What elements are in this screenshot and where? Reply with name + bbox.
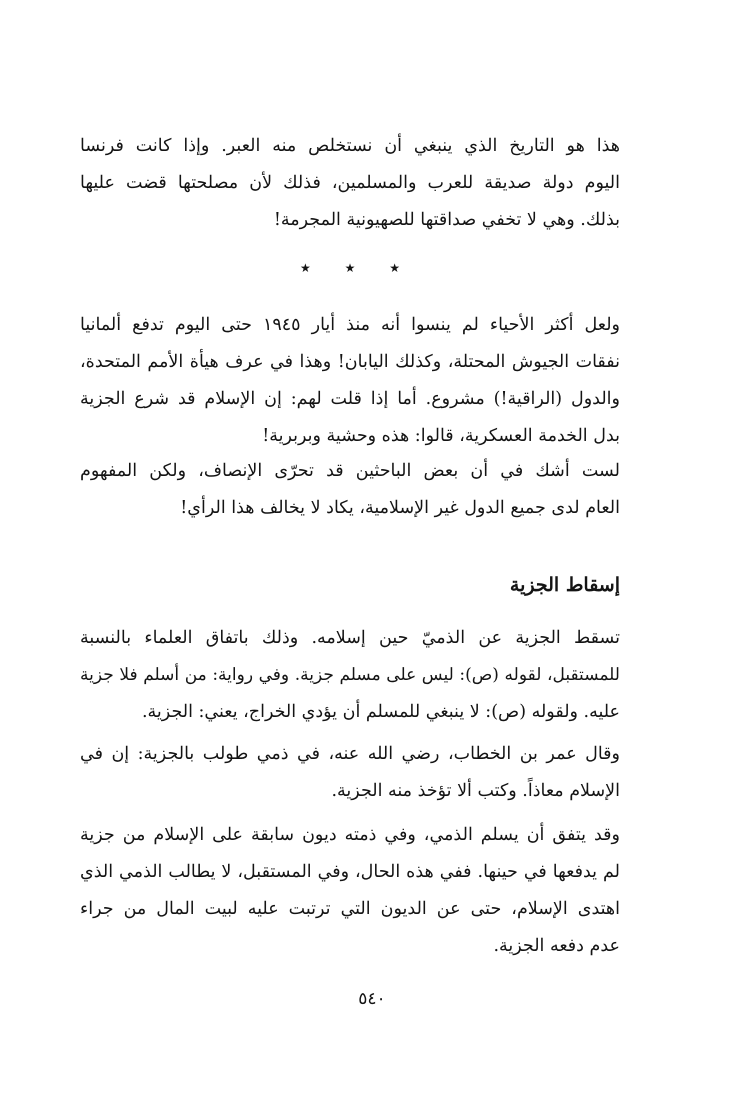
section-heading: إسقاط الجزية — [509, 574, 620, 596]
section-separator — [300, 256, 400, 280]
paragraph-line: والدول (الراقية!) مشروع. أما إذا قلت لهم: إن الإسلام قد شرع الجزية — [80, 389, 620, 409]
paragraph-line: عليه. ولقوله (ص): لا ينبغي للمسلم أن يؤدي الخراج، يعني: الجزية. — [141, 702, 620, 722]
paragraph-line: لست أشك في أن بعض الباحثين قد تحرّى الإنصاف، ولكن المفهوم — [80, 461, 620, 481]
paragraph-line: نفقات الجيوش المحتلة، وكذلك اليابان! وهذا في عرف هيأة الأمم المتحدة، — [80, 352, 620, 372]
page-number: ٥٤٠ — [358, 989, 386, 1009]
paragraph-5 — [80, 736, 620, 810]
paragraph-line: بذلك. وهي لا تخفي صداقتها للصهيونية المجرمة! — [273, 210, 620, 230]
paragraph-line: تسقط الجزية عن الذميّ حين إسلامه. وذلك باتفاق العلماء بالنسبة — [80, 628, 620, 648]
paragraph-line: وقال عمر بن الخطاب، رضي الله عنه، في ذمي طولب بالجزية: إن في — [80, 744, 620, 764]
paragraph-4 — [80, 620, 620, 731]
star-icon: ★ — [389, 261, 400, 275]
paragraph-2 — [80, 307, 620, 455]
paragraph-line: لم يدفعها في حينها. ففي هذه الحال، وفي المستقبل، لا يطالب الذمي الذي — [80, 862, 620, 882]
paragraph-line: اليوم دولة صديقة للعرب والمسلمين، فذلك لأن مصلحتها قضت عليها — [80, 173, 620, 193]
paragraph-1 — [80, 128, 620, 239]
paragraph-line: الإسلام معاذاً. وكتب ألا تؤخذ منه الجزية. — [331, 781, 620, 801]
paragraph-line: للمستقبل، لقوله (ص): ليس على مسلم جزية. وفي رواية: من أسلم فلا جزية — [80, 665, 620, 685]
paragraph-line: بدل الخدمة العسكرية، قالوا: هذه وحشية وبربرية! — [262, 426, 620, 446]
paragraph-3 — [80, 453, 620, 527]
paragraph-line: ولعل أكثر الأحياء لم ينسوا أنه منذ أيار ١٩٤٥ حتى اليوم تدفع ألمانيا — [80, 315, 620, 335]
star-icon: ★ — [300, 261, 311, 275]
paragraph-line: وقد يتفق أن يسلم الذمي، وفي ذمته ديون سابقة على الإسلام من جزية — [80, 825, 620, 845]
paragraph-line: اهتدى الإسلام، حتى عن الديون التي ترتبت عليه لبيت المال من جراء — [80, 899, 620, 919]
paragraph-line: العام لدى جميع الدول غير الإسلامية، يكاد لا يخالف هذا الرأي! — [180, 498, 620, 518]
paragraph-6 — [80, 817, 620, 965]
star-icon: ★ — [344, 261, 356, 275]
paragraph-line: هذا هو التاريخ الذي ينبغي أن نستخلص منه العبر. وإذا كانت فرنسا — [80, 136, 620, 156]
paragraph-line: عدم دفعه الجزية. — [493, 936, 620, 956]
